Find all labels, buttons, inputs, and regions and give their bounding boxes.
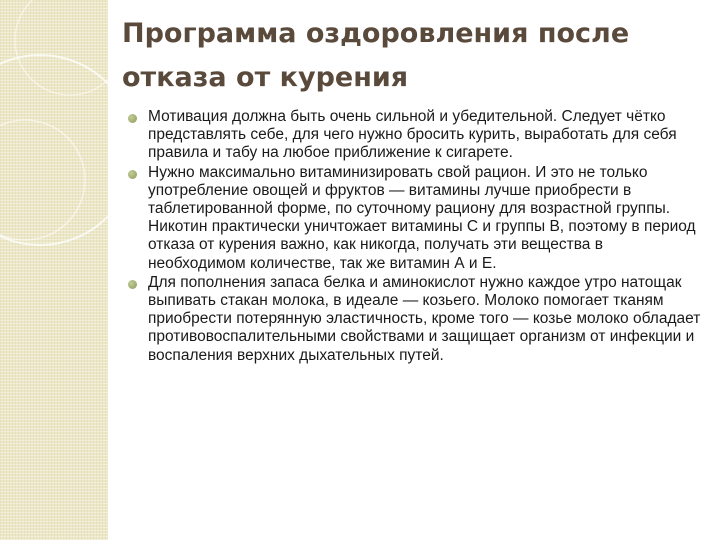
bullet-text: Мотивация должна быть очень сильной и убедительной. Следует чётко представлять себе, для чего нужно бросить курить, выработать для себя правила и табу на любое приближение к сигарете. bbox=[148, 108, 677, 162]
bullet-list bbox=[128, 108, 704, 366]
decorative-circles bbox=[0, 0, 108, 540]
bullet-item bbox=[128, 164, 704, 273]
decorative-side-panel bbox=[0, 0, 108, 540]
bullet-dot-icon bbox=[128, 280, 137, 289]
bullet-item bbox=[128, 274, 704, 365]
bullet-dot-icon bbox=[128, 114, 137, 123]
bullet-text: Для пополнения запаса белка и аминокислот нужно каждое утро натощак выпивать стакан молока, в идеале — козьего. Молоко помогает тканям приобрести потерянную эластичность, кроме того — козье молоко обладает противовоспалительными свойствами и защищает организм от инфекции и воспаления верхних дыхательных путей. bbox=[148, 273, 701, 364]
slide-title: Программа оздоровления после отказа от курения bbox=[122, 18, 630, 93]
bullet-text: Нужно максимально витаминизировать свой рацион. И это не только употребление овощей и фруктов — витамины лучше приобрести в таблетированной форме, по суточному рациону для возрастной группы. Никотин практически уничтожает витамины С и группы В, поэтому в период отказа от курения важно, как никогда, получать эти вещества в необходимом количестве, так же витамин А и Е. bbox=[148, 163, 696, 272]
bullet-dot-icon bbox=[128, 170, 137, 179]
bullet-item bbox=[128, 108, 704, 163]
